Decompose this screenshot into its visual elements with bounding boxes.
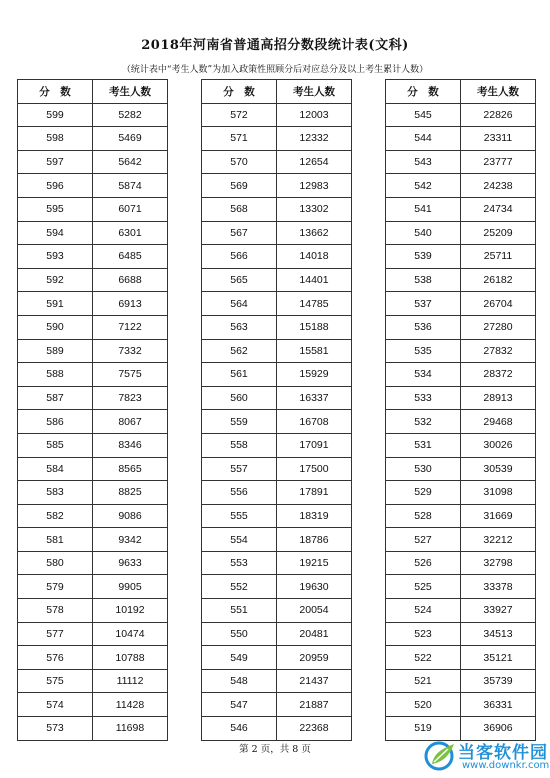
score-cell: 596 <box>18 174 93 198</box>
score-cell: 593 <box>18 245 93 269</box>
count-cell: 10788 <box>93 646 168 670</box>
table-row <box>386 504 536 528</box>
score-cell: 550 <box>202 622 277 646</box>
table-row <box>202 693 352 717</box>
count-cell: 26182 <box>461 268 536 292</box>
table-row <box>18 599 168 623</box>
table-row <box>202 221 352 245</box>
table-row <box>202 646 352 670</box>
score-cell: 532 <box>386 410 461 434</box>
count-cell: 16337 <box>277 386 352 410</box>
table-row <box>202 103 352 127</box>
count-cell: 31098 <box>461 481 536 505</box>
count-cell: 6485 <box>93 245 168 269</box>
leaf-logo-icon <box>424 740 458 772</box>
table-row <box>18 410 168 434</box>
count-cell: 35121 <box>461 646 536 670</box>
score-cell: 578 <box>18 599 93 623</box>
count-cell: 12983 <box>277 174 352 198</box>
table-row <box>202 457 352 481</box>
count-cell: 28913 <box>461 386 536 410</box>
table-row <box>18 646 168 670</box>
score-cell: 576 <box>18 646 93 670</box>
count-cell: 29468 <box>461 410 536 434</box>
score-cell: 529 <box>386 481 461 505</box>
count-cell: 34513 <box>461 622 536 646</box>
table-row <box>202 268 352 292</box>
count-cell: 19630 <box>277 575 352 599</box>
page-title: 2018年河南省普通高招分数段统计表(文科) <box>141 38 409 53</box>
count-cell: 32212 <box>461 528 536 552</box>
score-cell: 594 <box>18 221 93 245</box>
table-row <box>386 693 536 717</box>
table-row <box>18 693 168 717</box>
table-row <box>202 528 352 552</box>
count-cell: 8825 <box>93 481 168 505</box>
count-cell: 28372 <box>461 363 536 387</box>
score-cell: 556 <box>202 481 277 505</box>
score-cell: 555 <box>202 504 277 528</box>
table-row <box>202 433 352 457</box>
score-cell: 559 <box>202 410 277 434</box>
score-cell: 552 <box>202 575 277 599</box>
score-header: 分 数 <box>18 80 93 104</box>
score-table-1 <box>17 79 168 741</box>
score-cell: 538 <box>386 268 461 292</box>
score-cell: 561 <box>202 363 277 387</box>
table-row <box>18 669 168 693</box>
table-row <box>202 174 352 198</box>
page-subtitle: （统计表中“考生人数”为加入政策性照顾分后对应总分及以上考生累计人数） <box>121 65 429 75</box>
table-row <box>18 197 168 221</box>
table-row <box>386 268 536 292</box>
score-cell: 588 <box>18 363 93 387</box>
table-row <box>386 646 536 670</box>
table-row <box>202 717 352 741</box>
count-cell: 25711 <box>461 245 536 269</box>
score-cell: 566 <box>202 245 277 269</box>
count-cell: 8067 <box>93 410 168 434</box>
table-row <box>386 127 536 151</box>
score-cell: 583 <box>18 481 93 505</box>
count-cell: 10192 <box>93 599 168 623</box>
table-row <box>202 551 352 575</box>
table-row <box>18 622 168 646</box>
score-cell: 564 <box>202 292 277 316</box>
count-cell: 23777 <box>461 150 536 174</box>
score-cell: 560 <box>202 386 277 410</box>
score-cell: 519 <box>386 717 461 741</box>
table-row <box>18 221 168 245</box>
score-cell: 595 <box>18 197 93 221</box>
table-row <box>386 339 536 363</box>
count-cell: 31669 <box>461 504 536 528</box>
count-cell: 21887 <box>277 693 352 717</box>
score-cell: 546 <box>202 717 277 741</box>
table-row <box>202 245 352 269</box>
table-header-row <box>18 80 168 104</box>
count-cell: 15581 <box>277 339 352 363</box>
score-cell: 580 <box>18 551 93 575</box>
count-cell: 17500 <box>277 457 352 481</box>
count-cell: 13662 <box>277 221 352 245</box>
score-cell: 547 <box>202 693 277 717</box>
count-header: 考生人数 <box>93 80 168 104</box>
table-row <box>386 528 536 552</box>
count-cell: 12332 <box>277 127 352 151</box>
score-cell: 535 <box>386 339 461 363</box>
score-cell: 586 <box>18 410 93 434</box>
table-row <box>202 481 352 505</box>
score-cell: 553 <box>202 551 277 575</box>
score-cell: 534 <box>386 363 461 387</box>
count-cell: 5469 <box>93 127 168 151</box>
table-row <box>386 197 536 221</box>
score-cell: 577 <box>18 622 93 646</box>
count-cell: 32798 <box>461 551 536 575</box>
count-cell: 30539 <box>461 457 536 481</box>
table-row <box>18 363 168 387</box>
score-cell: 536 <box>386 315 461 339</box>
count-cell: 14018 <box>277 245 352 269</box>
table-row <box>18 457 168 481</box>
score-cell: 574 <box>18 693 93 717</box>
score-cell: 558 <box>202 433 277 457</box>
count-cell: 15188 <box>277 315 352 339</box>
score-cell: 527 <box>386 528 461 552</box>
count-cell: 23311 <box>461 127 536 151</box>
score-cell: 599 <box>18 103 93 127</box>
score-cell: 551 <box>202 599 277 623</box>
table-row <box>202 339 352 363</box>
table-row <box>386 292 536 316</box>
table-row <box>18 433 168 457</box>
count-cell: 11698 <box>93 717 168 741</box>
count-cell: 24238 <box>461 174 536 198</box>
score-cell: 581 <box>18 528 93 552</box>
count-cell: 21437 <box>277 669 352 693</box>
score-cell: 572 <box>202 103 277 127</box>
table-header-row <box>202 80 352 104</box>
score-cell: 554 <box>202 528 277 552</box>
count-cell: 18786 <box>277 528 352 552</box>
score-cell: 526 <box>386 551 461 575</box>
score-cell: 591 <box>18 292 93 316</box>
count-cell: 24734 <box>461 197 536 221</box>
count-cell: 36331 <box>461 693 536 717</box>
score-cell: 524 <box>386 599 461 623</box>
score-cell: 582 <box>18 504 93 528</box>
score-cell: 565 <box>202 268 277 292</box>
score-cell: 579 <box>18 575 93 599</box>
count-cell: 6688 <box>93 268 168 292</box>
score-cell: 592 <box>18 268 93 292</box>
table-row <box>18 528 168 552</box>
count-header: 考生人数 <box>277 80 352 104</box>
score-cell: 573 <box>18 717 93 741</box>
count-cell: 13302 <box>277 197 352 221</box>
table-row <box>202 150 352 174</box>
count-cell: 18319 <box>277 504 352 528</box>
score-table-3 <box>385 79 536 741</box>
table-row <box>386 669 536 693</box>
count-cell: 27280 <box>461 315 536 339</box>
table-row <box>386 386 536 410</box>
count-cell: 8565 <box>93 457 168 481</box>
score-cell: 543 <box>386 150 461 174</box>
score-cell: 589 <box>18 339 93 363</box>
table-row <box>18 386 168 410</box>
count-cell: 9905 <box>93 575 168 599</box>
count-cell: 33378 <box>461 575 536 599</box>
table-row <box>202 386 352 410</box>
table-row <box>18 551 168 575</box>
score-cell: 584 <box>18 457 93 481</box>
table-row <box>18 315 168 339</box>
table-row <box>18 150 168 174</box>
table-row <box>18 339 168 363</box>
table-row <box>386 245 536 269</box>
table-row <box>18 575 168 599</box>
table-row <box>386 221 536 245</box>
count-cell: 11428 <box>93 693 168 717</box>
table-row <box>18 268 168 292</box>
score-header: 分 数 <box>386 80 461 104</box>
count-cell: 10474 <box>93 622 168 646</box>
score-cell: 570 <box>202 150 277 174</box>
count-cell: 30026 <box>461 433 536 457</box>
table-row <box>386 410 536 434</box>
count-cell: 22826 <box>461 103 536 127</box>
watermark-name: 当客软件园 <box>458 743 548 763</box>
count-cell: 20481 <box>277 622 352 646</box>
count-cell: 7575 <box>93 363 168 387</box>
table-row <box>386 103 536 127</box>
count-cell: 6301 <box>93 221 168 245</box>
table-row <box>386 174 536 198</box>
table-row <box>202 127 352 151</box>
count-cell: 16708 <box>277 410 352 434</box>
table-row <box>386 622 536 646</box>
table-row <box>202 504 352 528</box>
count-cell: 35739 <box>461 669 536 693</box>
table-row <box>202 315 352 339</box>
count-cell: 9086 <box>93 504 168 528</box>
count-cell: 17091 <box>277 433 352 457</box>
count-cell: 6913 <box>93 292 168 316</box>
score-cell: 539 <box>386 245 461 269</box>
count-cell: 5642 <box>93 150 168 174</box>
table-row <box>18 292 168 316</box>
score-cell: 587 <box>18 386 93 410</box>
table-row <box>386 363 536 387</box>
table-row <box>386 599 536 623</box>
table-row <box>202 410 352 434</box>
score-cell: 575 <box>18 669 93 693</box>
table-header-row <box>386 80 536 104</box>
table-row <box>18 103 168 127</box>
score-cell: 598 <box>18 127 93 151</box>
watermark-url: www.downkr.com <box>462 760 550 771</box>
table-row <box>386 457 536 481</box>
score-cell: 567 <box>202 221 277 245</box>
score-header: 分 数 <box>202 80 277 104</box>
count-cell: 26704 <box>461 292 536 316</box>
score-cell: 544 <box>386 127 461 151</box>
score-cell: 537 <box>386 292 461 316</box>
table-row <box>386 717 536 741</box>
table-row <box>202 292 352 316</box>
score-cell: 530 <box>386 457 461 481</box>
score-cell: 545 <box>386 103 461 127</box>
count-cell: 7332 <box>93 339 168 363</box>
count-cell: 14401 <box>277 268 352 292</box>
table-row <box>202 363 352 387</box>
score-cell: 540 <box>386 221 461 245</box>
score-cell: 533 <box>386 386 461 410</box>
score-cell: 549 <box>202 646 277 670</box>
count-cell: 19215 <box>277 551 352 575</box>
table-row <box>386 433 536 457</box>
table-row <box>18 245 168 269</box>
table-row <box>386 150 536 174</box>
table-row <box>202 599 352 623</box>
table-row <box>18 717 168 741</box>
page-footer: 第 2 页，共 8 页 <box>239 744 311 755</box>
table-row <box>202 669 352 693</box>
table-row <box>386 551 536 575</box>
score-cell: 562 <box>202 339 277 363</box>
table-row <box>18 174 168 198</box>
count-cell: 12003 <box>277 103 352 127</box>
score-cell: 557 <box>202 457 277 481</box>
table-row <box>202 622 352 646</box>
count-cell: 5874 <box>93 174 168 198</box>
score-cell: 521 <box>386 669 461 693</box>
table-row <box>18 504 168 528</box>
score-table-2 <box>201 79 352 741</box>
score-cell: 528 <box>386 504 461 528</box>
count-cell: 11112 <box>93 669 168 693</box>
count-cell: 22368 <box>277 717 352 741</box>
score-cell: 523 <box>386 622 461 646</box>
table-row <box>18 481 168 505</box>
score-cell: 541 <box>386 197 461 221</box>
table-row <box>202 197 352 221</box>
count-cell: 7823 <box>93 386 168 410</box>
site-watermark-logo <box>424 738 548 774</box>
count-header: 考生人数 <box>461 80 536 104</box>
score-cell: 597 <box>18 150 93 174</box>
count-cell: 5282 <box>93 103 168 127</box>
score-cell: 585 <box>18 433 93 457</box>
score-cell: 531 <box>386 433 461 457</box>
count-cell: 14785 <box>277 292 352 316</box>
count-cell: 9633 <box>93 551 168 575</box>
count-cell: 20959 <box>277 646 352 670</box>
score-cell: 590 <box>18 315 93 339</box>
count-cell: 8346 <box>93 433 168 457</box>
count-cell: 36906 <box>461 717 536 741</box>
table-row <box>18 127 168 151</box>
score-cell: 525 <box>386 575 461 599</box>
score-cell: 520 <box>386 693 461 717</box>
table-row <box>202 575 352 599</box>
count-cell: 6071 <box>93 197 168 221</box>
table-row <box>386 575 536 599</box>
score-cell: 568 <box>202 197 277 221</box>
count-cell: 27832 <box>461 339 536 363</box>
score-cell: 522 <box>386 646 461 670</box>
score-cell: 542 <box>386 174 461 198</box>
count-cell: 15929 <box>277 363 352 387</box>
count-cell: 20054 <box>277 599 352 623</box>
count-cell: 17891 <box>277 481 352 505</box>
score-cell: 563 <box>202 315 277 339</box>
count-cell: 9342 <box>93 528 168 552</box>
count-cell: 7122 <box>93 315 168 339</box>
score-cell: 548 <box>202 669 277 693</box>
count-cell: 12654 <box>277 150 352 174</box>
count-cell: 25209 <box>461 221 536 245</box>
table-row <box>386 481 536 505</box>
score-cell: 571 <box>202 127 277 151</box>
score-cell: 569 <box>202 174 277 198</box>
count-cell: 33927 <box>461 599 536 623</box>
table-row <box>386 315 536 339</box>
